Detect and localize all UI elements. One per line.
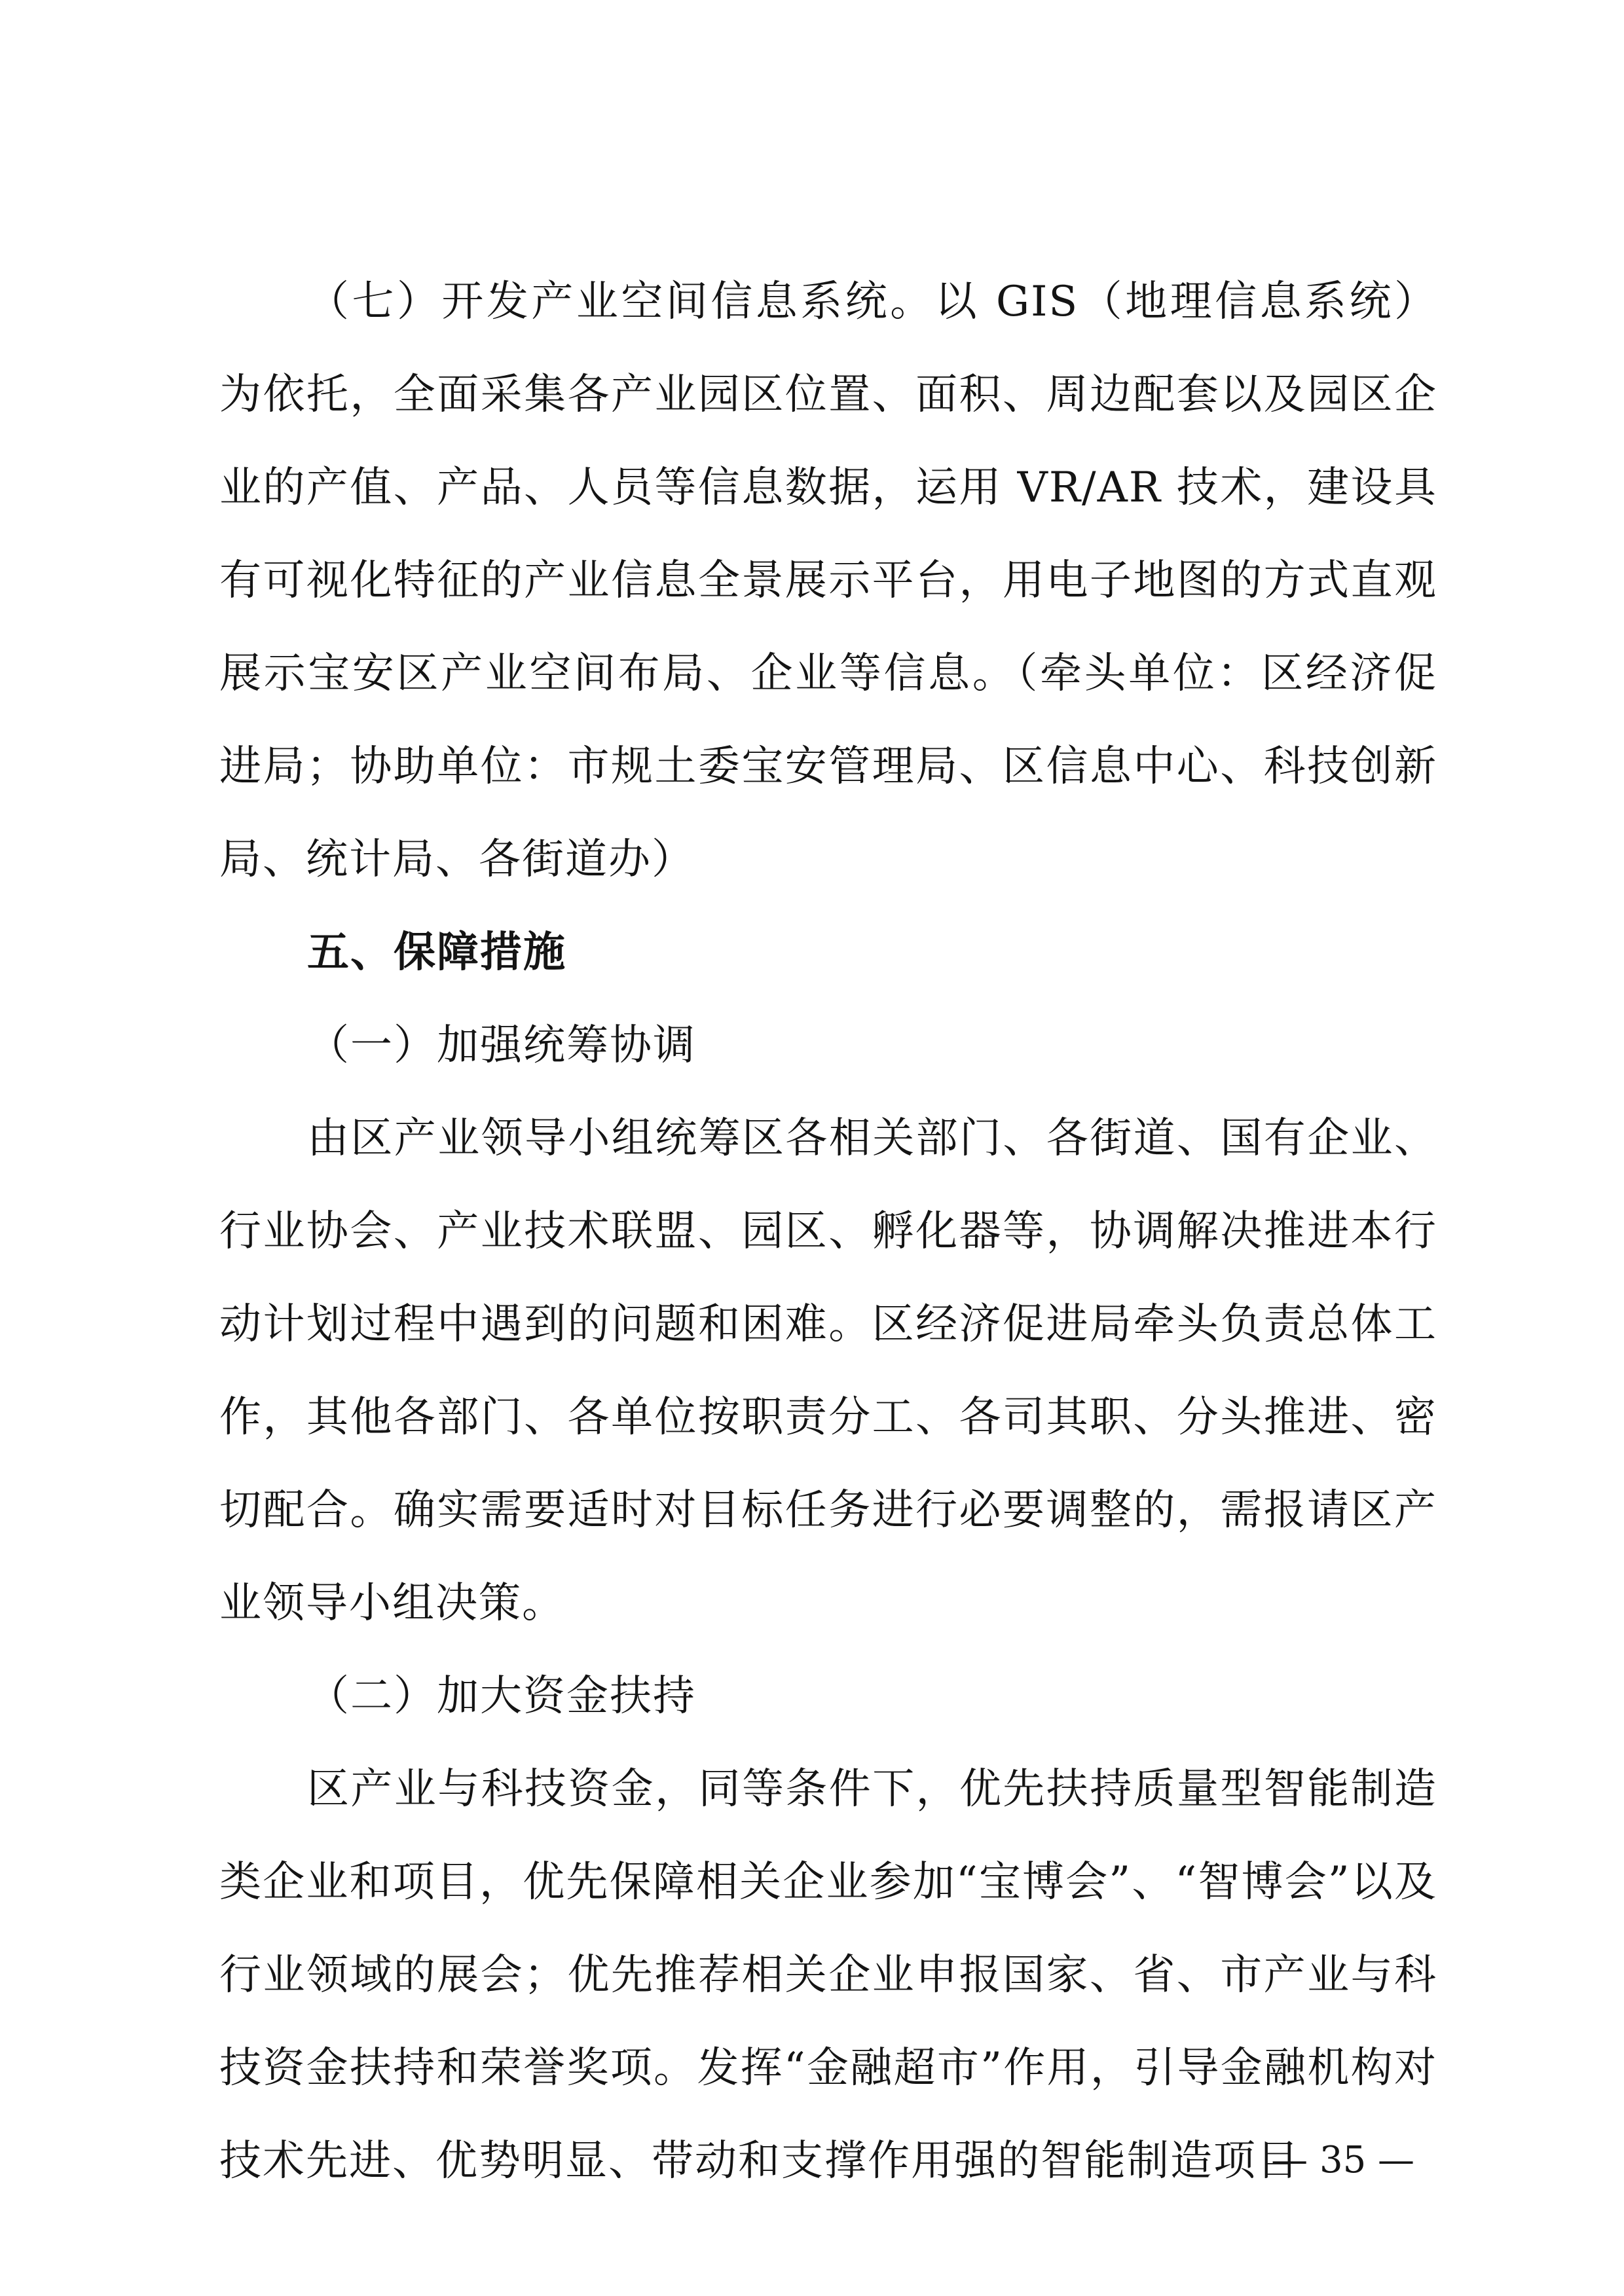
paragraph-funding: 区产业与科技资金，同等条件下，优先扶持质量型智能制造类企业和项目，优先保障相关企业参加“宝博会”、“智博会”以及行业领域的展会；优先推荐相关企业申报国家、省、市产业与科技资金扶持和荣誉奖项。发挥“金融超市”作用，引导金融机构对技术先进、优势明显、带动和支撑作用强的智能制造项目 [219,1765,1437,2185]
subheading-1: （一）加强统筹协调 [307,1021,696,1070]
body-text [219,255,1437,2208]
page-number: — 35 — [1271,2139,1414,2181]
paragraph-coordination: 由区产业领导小组统筹区各相关部门、各街道、国有企业、行业协会、产业技术联盟、园区、孵化器等，协调解决推进本行动计划过程中遇到的问题和困难。区经济促进局牵头负责总体工作，其他各部门、各单位按职责分工、各司其职、分头推进、密切配合。确实需要适时对目标任务进行必要调整的，需报请区产业领导小组决策。 [219,1114,1437,1628]
subheading-2: （二）加大资金扶持 [307,1672,696,1721]
section-heading: 五、保障措施 [307,928,566,977]
paragraph-item-7: （七）开发产业空间信息系统。以 GIS（地理信息系统）为依托，全面采集各产业园区位置、面积、周边配套以及园区企业的产值、产品、人员等信息数据，运用 VR/AR 技术，建设具有可视化特征的产业信息全景展示平台，用电子地图的方式直观展示宝安区产业空间布局、企业等信息。（牵头单位：区经济促进局；协助单位：市规土委宝安管理局、区信息中心、科技创新局、统计局、各街道办） [219,278,1437,884]
